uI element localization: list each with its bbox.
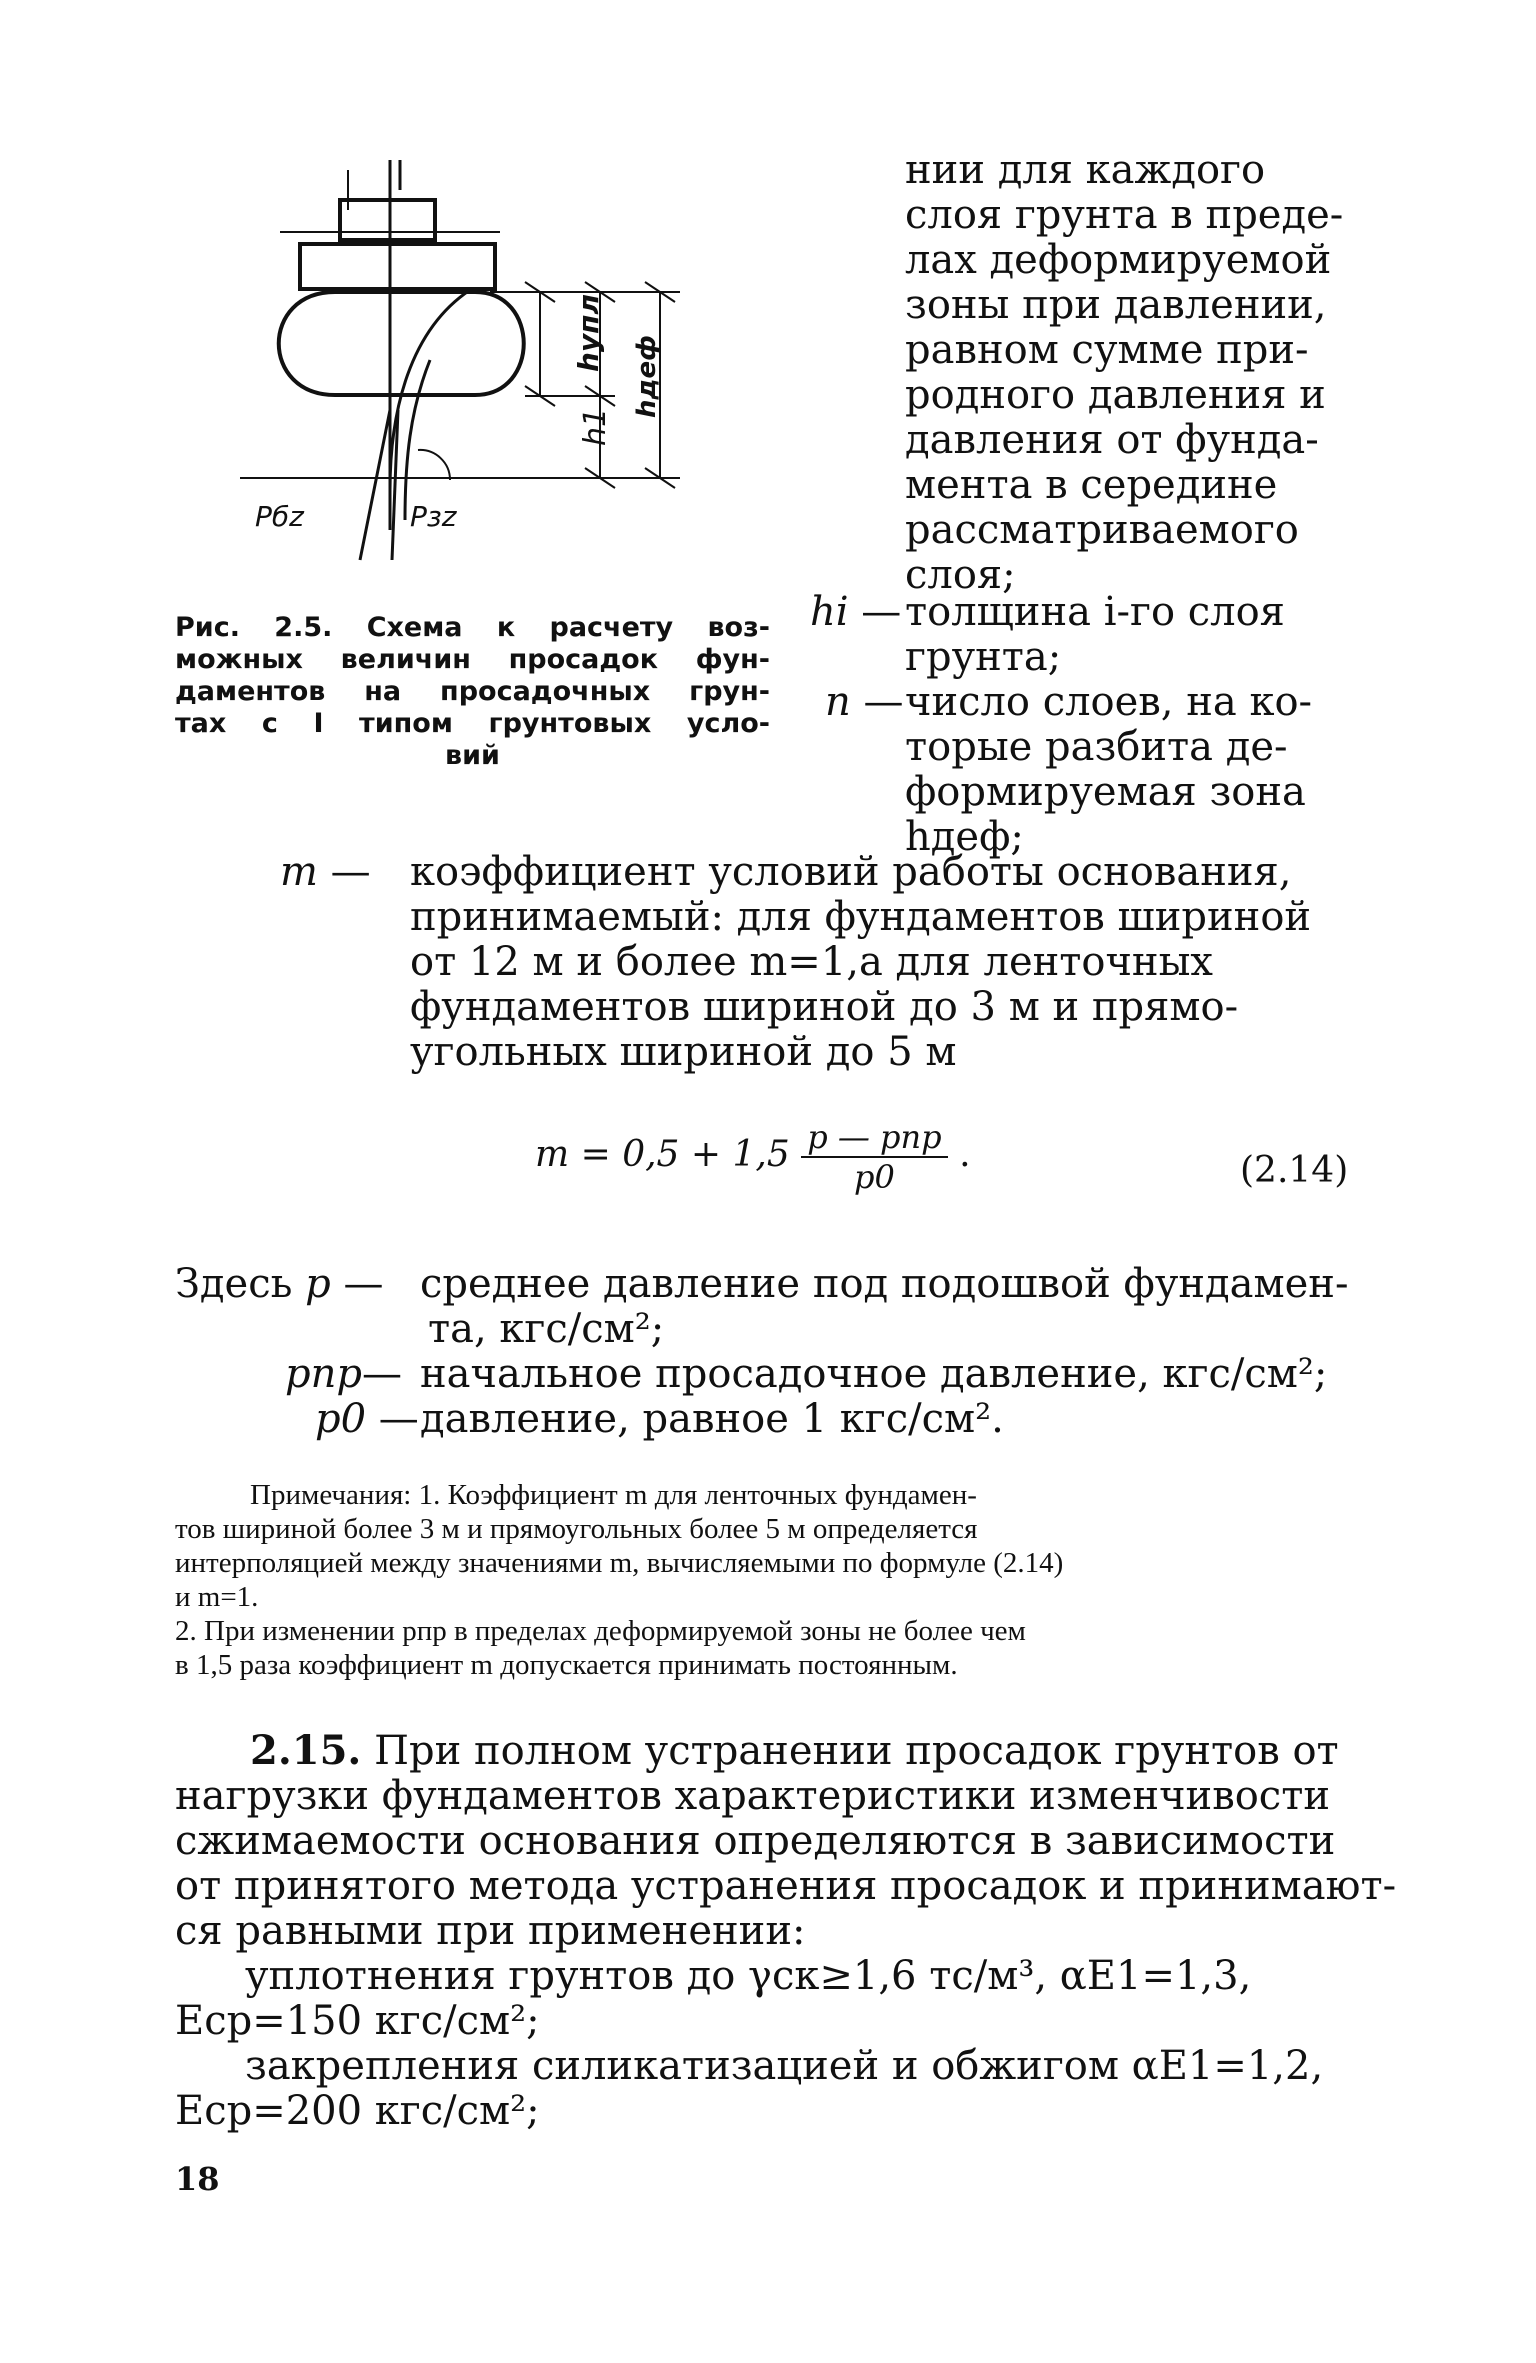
where-ppr-text bbox=[420, 1352, 1327, 1397]
text-line: грунта; bbox=[905, 634, 1062, 680]
formula-tail: . bbox=[959, 1134, 971, 1175]
formula-lhs: m = 0,5 + 1,5 bbox=[535, 1134, 790, 1175]
text-line: мента в середине bbox=[905, 462, 1278, 508]
def-m-text bbox=[410, 850, 1311, 1075]
text-line: 2.15. При полном устранении просадок грунтов от bbox=[250, 1727, 1339, 1774]
label-p-zz: Pзz bbox=[410, 500, 457, 533]
where-p0-text bbox=[420, 1397, 1004, 1442]
text-line: ся равными при применении: bbox=[175, 1908, 806, 1954]
text-line: от 12 м и более m=1,а для ленточных bbox=[410, 939, 1213, 985]
text-line: закрепления силикатизацией и обжигом αE1=1,2, bbox=[245, 2043, 1324, 2089]
text-line: рассматриваемого bbox=[905, 507, 1299, 553]
label-h-def: hдеф bbox=[632, 335, 662, 418]
text-line: та, кгс/см²; bbox=[428, 1306, 665, 1352]
caption-line: вий bbox=[445, 740, 500, 771]
caption-line: тах с I типом грунтовых усло- bbox=[175, 708, 770, 739]
text-line: толщина i-го слоя bbox=[905, 589, 1285, 635]
text-line: давления от фунда- bbox=[905, 417, 1319, 463]
formula-numerator: p — pпр bbox=[801, 1118, 947, 1158]
where-p-text bbox=[420, 1262, 1348, 1352]
note-line: интерполяцией между значениями m, вычисляемыми по формуле (2.14) bbox=[175, 1547, 1064, 1579]
text-line: давление, равное 1 кгс/см². bbox=[420, 1396, 1004, 1442]
text-line: сжимаемости основания определяются в зависимости bbox=[175, 1818, 1336, 1864]
formula-fraction bbox=[801, 1118, 947, 1196]
note-line: 2. При изменении pпр в пределах деформируемой зоны не более чем bbox=[175, 1615, 1026, 1647]
def-symbol: hi — bbox=[810, 589, 902, 635]
text-line: принимаемый: для фундаментов шириной bbox=[410, 894, 1312, 940]
caption-line: можных величин просадок фун- bbox=[175, 644, 770, 675]
def-hi-text bbox=[905, 590, 1285, 680]
def-n-text bbox=[905, 680, 1312, 860]
text-line: hдеф; bbox=[905, 814, 1024, 860]
label-h1: h1 bbox=[578, 407, 613, 446]
label-h-upl: hупл bbox=[572, 293, 605, 372]
formula bbox=[535, 1118, 971, 1196]
section-number: 2.15. bbox=[250, 1727, 362, 1774]
def-symbol: n — bbox=[825, 679, 904, 725]
page-number: 18 bbox=[175, 2160, 220, 2198]
text-line: от принятого метода устранения просадок и принимают- bbox=[175, 1863, 1397, 1909]
formula-denominator: p0 bbox=[853, 1158, 895, 1196]
note-line: тов шириной более 3 м и прямоугольных более 5 м определяется bbox=[175, 1513, 978, 1545]
text-line: начальное просадочное давление, кгс/см²; bbox=[420, 1351, 1328, 1397]
text-line: родного давления и bbox=[905, 372, 1326, 418]
caption-line: даментов на просадочных грун- bbox=[175, 676, 770, 707]
text-line: слоя; bbox=[905, 552, 1016, 598]
text-line: среднее давление под подошвой фундамен- bbox=[420, 1261, 1349, 1307]
text-line: нии для каждого bbox=[905, 147, 1266, 193]
note-line: и m=1. bbox=[175, 1581, 259, 1613]
text-line: нагрузки фундаментов характеристики изменчивости bbox=[175, 1773, 1330, 1819]
text-line: зоны при давлении, bbox=[905, 282, 1327, 328]
text-line: число слоев, на ко- bbox=[905, 679, 1313, 725]
caption-line: Рис. 2.5. Схема к расчету воз- bbox=[175, 612, 770, 643]
text-line: Eср=200 кгс/см²; bbox=[175, 2088, 540, 2134]
note-line: Примечания: 1. Коэффициент m для ленточных фундамен- bbox=[250, 1479, 977, 1511]
text-line: торые разбита де- bbox=[905, 724, 1288, 770]
formula-number: (2.14) bbox=[1240, 1150, 1349, 1191]
text-line: равном сумме при- bbox=[905, 327, 1309, 373]
section-2-15 bbox=[175, 1728, 1396, 2134]
text-line: формируемая зона bbox=[905, 769, 1306, 815]
text-line: лах деформируемой bbox=[905, 237, 1332, 283]
text-line: угольных шириной до 5 м bbox=[410, 1029, 957, 1075]
notes bbox=[175, 1478, 1063, 1682]
text-line: коэффициент условий работы основания, bbox=[410, 849, 1292, 895]
note-line: в 1,5 раза коэффициент m допускается принимать постоянным. bbox=[175, 1649, 958, 1681]
where-ppr: pпр— bbox=[285, 1351, 402, 1397]
right-column bbox=[905, 148, 1343, 598]
def-n bbox=[825, 680, 903, 725]
figure-caption bbox=[175, 612, 770, 772]
text-line: фундаментов шириной до 3 м и прямо- bbox=[410, 984, 1239, 1030]
def-m: m — bbox=[280, 849, 371, 895]
label-p-bz: Pбz bbox=[255, 500, 304, 533]
text-line: уплотнения грунтов до γск≥1,6 тс/м³, αE1=1,3, bbox=[245, 1953, 1252, 1999]
text-line: слоя грунта в преде- bbox=[905, 192, 1344, 238]
text-line: Eср=150 кгс/см²; bbox=[175, 1998, 540, 2044]
where-p0: p0 — bbox=[315, 1396, 419, 1442]
def-hi bbox=[810, 590, 901, 635]
where-intro: Здесь p — bbox=[175, 1261, 384, 1307]
